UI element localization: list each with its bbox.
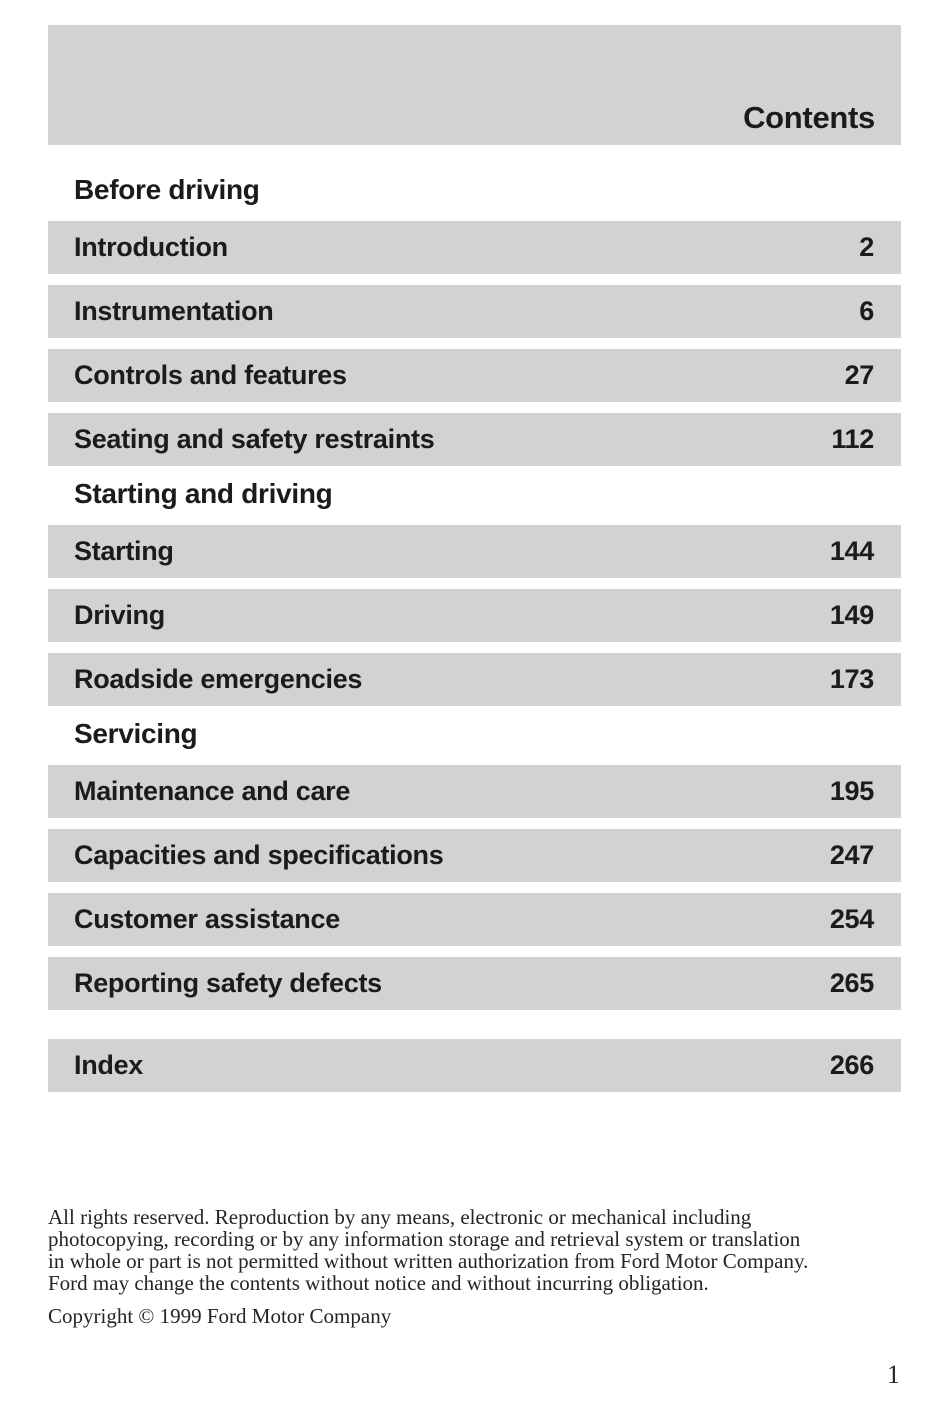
page-number: 1 bbox=[887, 1360, 900, 1389]
toc-entry-label: Maintenance and care bbox=[74, 776, 351, 806]
section-heading: Before driving bbox=[74, 174, 260, 205]
toc-entry bbox=[48, 653, 901, 706]
section-heading: Starting and driving bbox=[74, 478, 333, 509]
page-content bbox=[48, 0, 901, 1103]
toc-section bbox=[48, 173, 901, 466]
toc-entry-page: 144 bbox=[829, 536, 874, 566]
legal-text-line: photocopying, recording or by any information storage and retrieval system or translation bbox=[48, 1227, 801, 1251]
toc-section bbox=[48, 477, 901, 706]
toc-entry-page: 149 bbox=[829, 600, 874, 630]
toc-entry bbox=[48, 893, 901, 946]
toc-section bbox=[48, 717, 901, 1010]
toc-entry-page: 265 bbox=[829, 968, 874, 998]
toc-entry-page: 254 bbox=[829, 904, 874, 934]
toc-entry-page: 195 bbox=[829, 776, 874, 806]
contents-header bbox=[48, 25, 901, 145]
toc-entry-label: Seating and safety restraints bbox=[74, 424, 435, 454]
toc-entry-label: Capacities and specifications bbox=[74, 840, 444, 870]
section-rows bbox=[48, 525, 901, 706]
section-rows bbox=[48, 221, 901, 466]
toc-entry bbox=[48, 525, 901, 578]
legal-text-line: in whole or part is not permitted without written authorization from Ford Motor Company. bbox=[48, 1249, 809, 1273]
legal-text bbox=[48, 1206, 901, 1294]
legal-text-line: All rights reserved. Reproduction by any means, electronic or mechanical including bbox=[48, 1205, 752, 1229]
toc-entry-page: 27 bbox=[844, 360, 874, 390]
toc-entry bbox=[48, 957, 901, 1010]
toc-entry-label: Reporting safety defects bbox=[74, 968, 382, 998]
toc-entry bbox=[48, 1039, 901, 1092]
table-of-contents bbox=[48, 173, 901, 1010]
toc-entry-label: Introduction bbox=[74, 232, 228, 262]
toc-entry bbox=[48, 589, 901, 642]
toc-entry bbox=[48, 285, 901, 338]
toc-entry-label: Controls and features bbox=[74, 360, 347, 390]
toc-entry bbox=[48, 413, 901, 466]
toc-entry bbox=[48, 221, 901, 274]
section-rows bbox=[48, 765, 901, 1010]
toc-entry bbox=[48, 765, 901, 818]
toc-entry bbox=[48, 829, 901, 882]
toc-entry-page: 6 bbox=[859, 296, 874, 326]
toc-entry-label: Customer assistance bbox=[74, 904, 340, 934]
toc-entry-page: 247 bbox=[829, 840, 874, 870]
toc-entry-label: Instrumentation bbox=[74, 296, 274, 326]
section-heading: Servicing bbox=[74, 718, 198, 749]
legal-text-line: Ford may change the contents without notice and without incurring obligation. bbox=[48, 1271, 709, 1295]
toc-entry-page: 266 bbox=[829, 1050, 874, 1080]
page-title: Contents bbox=[743, 100, 875, 135]
toc-entry-label: Index bbox=[74, 1050, 144, 1080]
toc-entry-label: Starting bbox=[74, 536, 174, 566]
copyright-line: Copyright © 1999 Ford Motor Company bbox=[48, 1304, 392, 1328]
toc-entry-label: Driving bbox=[74, 600, 165, 630]
toc-entry-page: 173 bbox=[829, 664, 874, 694]
legal-footer bbox=[48, 1206, 901, 1327]
toc-entry-page: 112 bbox=[831, 424, 874, 454]
toc-entry-page: 2 bbox=[859, 232, 874, 262]
toc-entry bbox=[48, 349, 901, 402]
toc-entry-label: Roadside emergencies bbox=[74, 664, 363, 694]
toc-index-group bbox=[48, 1039, 901, 1092]
